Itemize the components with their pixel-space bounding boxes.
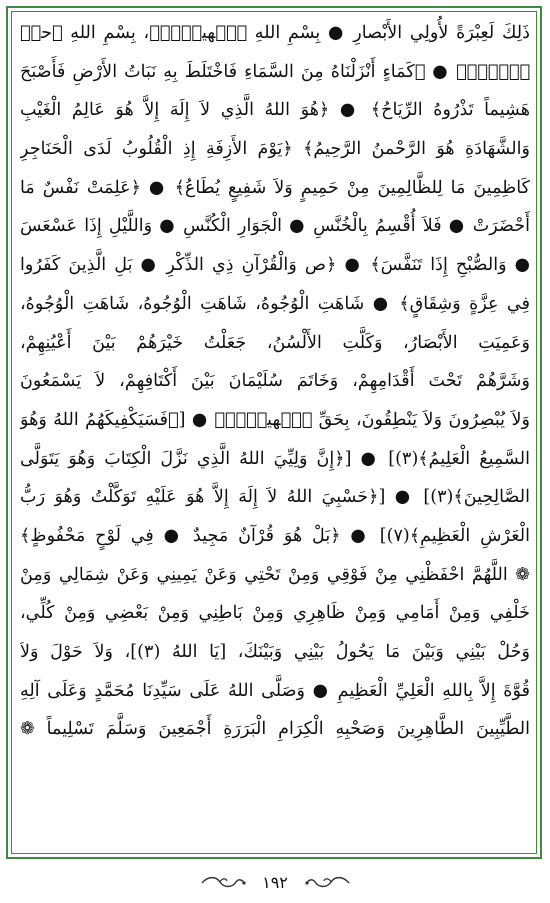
text-line: الْعَرْشِ الْعَظِيمِ﴾(٧)] ● ﴿بَلْ هُوَ قُرْآنٌ مَجِيدٌ ● فِي لَوْحٍ مَحْفُوظٍ﴾ [20,525,530,546]
text-line: خَلْفِي وَمِنْ أَمَامِي وَمِنْ ظَاهِرِي وَمِنْ بَاطِنِي وَمِنْ بَعْضِي وَمِنْ كُلِّي، [20,603,530,624]
text-line: السَّمِيعُ الْعَلِيمُ﴾(٣)] ● [﴿إِنَّ وَلِيِّيَ اللهُ الَّذِي نَزَّلَ الْكِتَابَ وَهُوَ يَتَوَلَّى [20,448,530,469]
left-ornament-icon [200,874,246,892]
text-line: وَلاَ يُبْصِرُونَ وَلاَ يَنْطِقُونَ، بِحَقِّ ﴿كۤهيعۤصۤ﴾ ● [﴿فَسَيَكْفِيكَهُمُ اللهُ وَهُوَ [20,409,530,430]
text-line: ● وَالصُّبْحِ إِذَا تَنَفَّسَ﴾ ● ﴿ص وَالْقُرْآنِ ذِي الذِّكْرِ ● بَلِ الَّذِينَ كَفَرُوا [20,255,530,276]
page-number: ١٩٢ [262,873,288,892]
text-line: أَحْضَرَتْ ● فَلاَ أُقْسِمُ بِالْخُنَّسِ ● الْجَوَارِ الْكُنَّسِ ● وَاللَّيْلِ إِذَا عَسْعَسَ [20,216,530,237]
text-line: ذَلِكَ لَعِبْرَةً لأُولِي الأَبْصارِ ● بِسْمِ اللهِ ﴿كۤهيعۤصۤ﴾، بِسْمِ اللهِ ﴿حمۤ [20,23,530,43]
text-line: ❁ اللَّهُمَّ احْفَظْنِي مِنْ فَوْقِي وَمِنْ تَحْتِي وَعَنْ يَمِينِي وَعَنْ شِمَالِي وَمِنْ [20,564,530,585]
text-line: هَشِيماً تَذْرُوهُ الرِّيَاحُ﴾ ● ﴿هُوَ اللهُ الَّذِي لاَ إِلَهَ إِلاَّ هُوَ عَالِمُ الْغَيْبِ [20,100,530,121]
text-line: وَالشَّهَادَةِ هُوَ الرَّحْمنُ الرَّحِيمُ﴾ ﴿يَوْمَ الأَزِفَةِ إِذِ الْقُلُوبُ لَدَى الْحَنَاجِرِ [20,139,530,160]
text-line: فِي عِزَّةٍ وَشِقَاقٍ﴾ ● شَاهَتِ الْوُجُوهُ، شَاهَتِ الْوُجُوهُ، شَاهَتِ الْوُجُوهُ، [20,293,530,314]
text-line: وَحُلْ بَيْنِي وَبَيْنَ مَا يَحُولُ بَيْنِي وَبَيْنَكَ، [يَا اللهُ (٣)]، وَلاَ حَوْلَ وَلاَ [20,642,530,662]
text-body [20,14,530,749]
page-footer [0,868,550,898]
text-line: وَعَمِيَتِ الأَبْصَارُ، وَكَلَّتِ الأَلْسُنُ، جَعَلْتُ خَيْرَهُمْ بَيْنَ أَعْيُنِهِمْ، [20,332,530,353]
text-line: الصَّالِحِينَ﴾(٣)] ● [﴿حَسْبِيَ اللهُ لاَ إِلَهَ إِلاَّ هُوَ عَلَيْهِ تَوَكَّلْتُ وَهُوَ رَبُّ [20,487,530,508]
text-line: عۤسۤقۤ﴾ ● ﴿كَمَاءٍ أَنْزَلْنَاهُ مِنَ السَّمَاءِ فَاخْتَلَطَ بِهِ نَبَاتُ الأَرْضِ فَأَصْبَحَ [20,61,530,82]
text-line: كَاظِمِينَ مَا لِلظَّالِمِينَ مِنْ حَمِيمٍ وَلاَ شَفِيعٍ يُطَاعُ﴾ ● ﴿عَلِمَتْ نَفْسٌ مَا [20,177,530,198]
text-line: الطَّيِّبِينَ الطَّاهِرِينَ وَصَحْبِهِ الْكِرَامِ الْبَرَرَةِ أَجْمَعِينَ وَسَلَّمَ تَسْلِيماً ❁ [20,719,530,740]
text-line: وَشَرَّهُمْ تَحْتَ أَقْدَامِهِمْ، وَخَاتَمَ سُلَيْمَانَ بَيْنَ أَكْتَافِهِمْ، لاَ يَسْمَعُونَ [20,371,530,392]
right-ornament-icon [305,874,351,892]
text-line: قُوَّةَ إِلاَّ بِاللهِ الْعَلِيِّ الْعَظِيمِ ● وَصَلَّى اللهُ عَلَى سَيِّدِنَا مُحَمَّدٍ وَعَلَى آلِهِ [20,680,530,701]
